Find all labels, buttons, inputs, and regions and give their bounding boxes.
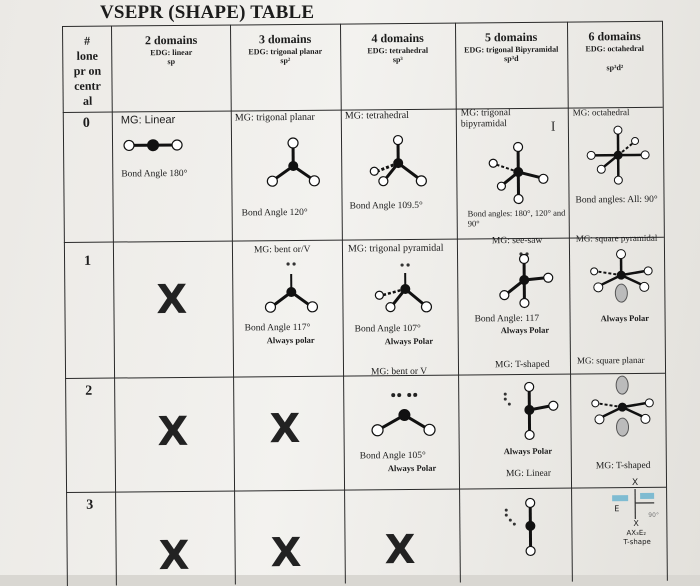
bond-angle-label: Bond Angle 180° (121, 169, 187, 180)
mg-bent-v-label: MG: bent or V (371, 367, 427, 377)
polarity-label: Always polar (267, 335, 315, 345)
row-number-2: 2 (85, 384, 92, 400)
bent-v-diagram (367, 389, 437, 442)
mg-trigonal-bipyramidal-label: MG: trigonal bipyramidal (461, 108, 549, 131)
t-shaped-diagram (493, 380, 564, 443)
bent-diagram (260, 260, 325, 321)
polarity-label: Always Polar (388, 463, 436, 473)
svg-text:E: E (614, 504, 619, 513)
bond-angle-label: Bond Angle: 117 (475, 314, 540, 325)
lone-label-line: lone (64, 49, 110, 64)
col-hyb: sp³d² (567, 63, 662, 73)
lone-label-line: centr (64, 79, 110, 94)
not-applicable-mark: X (158, 533, 189, 579)
grid-line (66, 487, 666, 493)
polarity-label: Always Polar (501, 325, 549, 335)
mg-linear-label: MG: Linear (506, 469, 551, 479)
col-header-5-domains (455, 30, 567, 64)
page-title: VSEPR (SHAPE) TABLE (100, 2, 314, 24)
see-saw-diagram (488, 250, 559, 311)
mg-see-saw-label: MG: see-saw (492, 236, 542, 246)
grid-line (64, 237, 664, 243)
row-number-1: 1 (84, 254, 91, 270)
col-edg: EDG: linear (112, 48, 230, 58)
bond-angle-label: Bond Angle 105° (360, 451, 426, 462)
svg-text:90°: 90° (648, 512, 659, 519)
col-title: 3 domains (230, 32, 340, 48)
row-number-0: 0 (83, 116, 90, 132)
col-edg: EDG: trigonal Bipyramidal (455, 45, 567, 55)
bond-angle-label: Bond Angle 117° (245, 323, 311, 334)
col-header-3-domains (230, 32, 340, 66)
square-planar-diagram (587, 373, 658, 442)
square-pyramidal-diagram (586, 247, 657, 310)
col-title: 4 domains (340, 31, 455, 47)
mg-linear-label: MG: Linear (121, 114, 176, 126)
lone-label-line: pr on (64, 64, 110, 79)
grid-line (567, 22, 573, 582)
bond-angle-label: Bond angles: 180°, 120° and 90° (468, 208, 568, 229)
svg-text:X: X (633, 519, 639, 528)
mg-bent-label: MG: bent or/V (254, 245, 311, 255)
mg-square-planar-label: MG: square planar (577, 355, 645, 366)
mg-octahedral-label: MG: octahedral (573, 107, 630, 117)
col-header-4-domains (340, 31, 455, 65)
col-hyb: sp (112, 57, 230, 67)
col-title: 6 domains (567, 29, 662, 45)
bond-angle-label: Bond Angle 109.5° (350, 201, 423, 212)
polarity-label: Always Polar (601, 313, 649, 323)
col-header-2-domains (112, 33, 230, 67)
trigonal-planar-diagram (263, 136, 323, 191)
not-applicable-mark: X (384, 527, 415, 573)
grid-line (65, 373, 665, 379)
polarity-label: Always Polar (504, 446, 552, 456)
col-title: 5 domains (455, 30, 567, 46)
lone-label-line: al (65, 94, 111, 109)
t-shape-caption: T-shape (623, 538, 650, 546)
mg-t-shaped-label: MG: T-shaped (495, 360, 550, 370)
mg-trigonal-planar-label: MG: trigonal planar (235, 112, 315, 124)
linear-lone-pairs-diagram (494, 496, 565, 559)
grid-line (230, 25, 236, 585)
mg-tetrahedral-label: MG: tetrahedral (345, 110, 409, 122)
not-applicable-mark: X (270, 530, 301, 576)
tetrahedral-diagram (363, 135, 433, 190)
col-title: 2 domains (112, 33, 230, 49)
not-applicable-mark: X (269, 406, 300, 452)
col-edg: EDG: octahedral (567, 44, 662, 54)
not-applicable-mark: X (156, 277, 187, 323)
col-hyb: sp² (230, 56, 340, 66)
lone-pair-header (64, 34, 111, 109)
grid-line (111, 26, 117, 586)
vsepr-table (62, 20, 700, 586)
row-number-3: 3 (86, 498, 93, 514)
bond-angle-label: Bond Angle 107° (355, 324, 421, 335)
text-cursor-icon: I (551, 120, 556, 136)
col-edg: EDG: trigonal planar (230, 47, 340, 57)
grid-line (455, 23, 461, 583)
grid-line (340, 24, 346, 584)
trigonal-pyramidal-diagram (368, 261, 438, 318)
bond-angle-label: Bond Angle 120° (242, 208, 308, 219)
col-edg: EDG: tetrahedral (340, 46, 455, 56)
col-hyb: sp³ (340, 55, 455, 65)
mg-t-shaped-label: MG: T-shaped (596, 461, 651, 471)
lone-label-line: # (64, 34, 110, 49)
octahedral-diagram (583, 125, 654, 186)
bond-angle-label: Bond angles: All: 90° (575, 195, 657, 206)
col-header-6-domains (567, 29, 662, 73)
mg-trigonal-pyramidal-label: MG: trigonal pyramidal (348, 243, 444, 255)
polarity-label: Always Polar (385, 336, 433, 346)
axe-formula-label: AX₃E₂ (626, 529, 646, 537)
svg-text:X: X (632, 478, 638, 488)
mg-square-pyramidal-label: MG: square pyramidal (576, 233, 658, 244)
not-applicable-mark: X (157, 409, 188, 455)
linear-molecule-diagram (123, 135, 183, 156)
col-hyb: sp³d (455, 54, 567, 64)
trigonal-bipyramidal-diagram (483, 142, 554, 205)
